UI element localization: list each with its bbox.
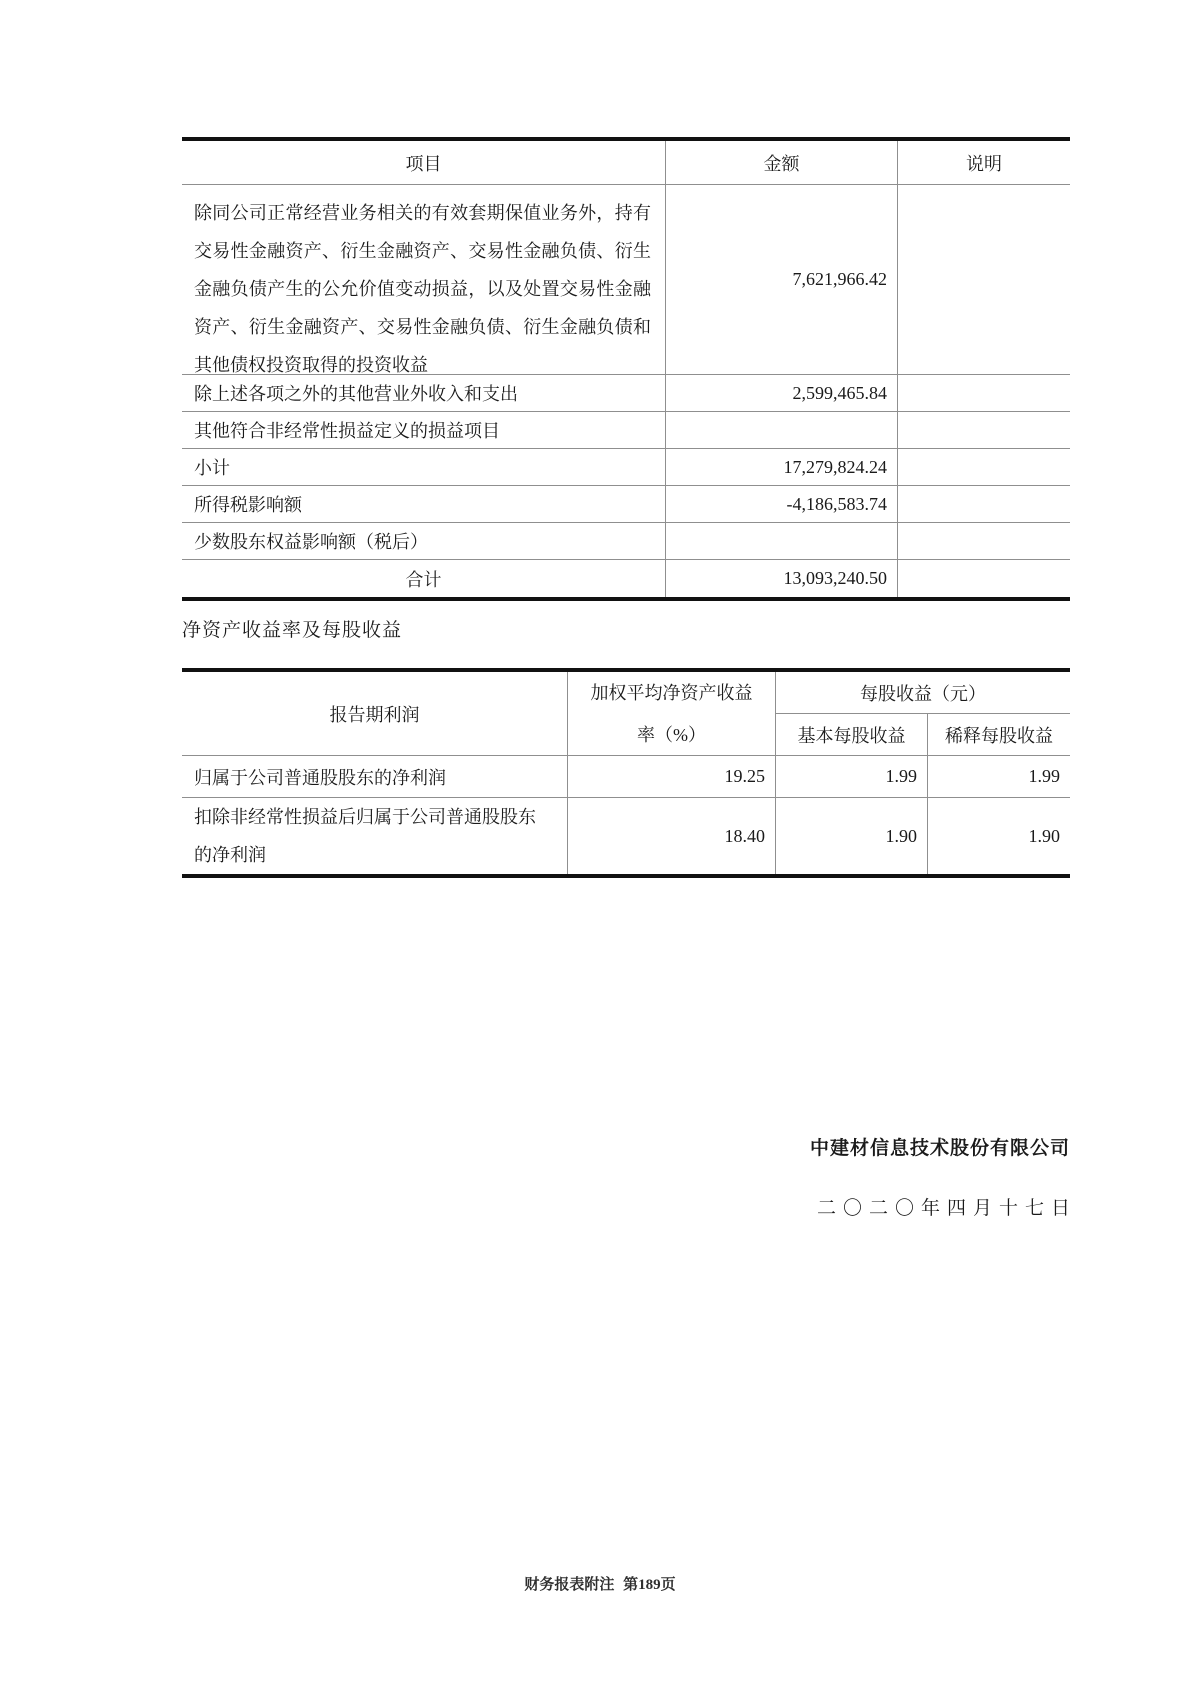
basic-eps-cell: 1.90 [775, 798, 927, 874]
note-cell [897, 185, 1070, 375]
basic-eps-cell: 1.99 [775, 756, 927, 798]
roe-value-cell: 18.40 [567, 798, 775, 874]
col-header-item: 项目 [182, 141, 665, 185]
col-header-report-profit: 报告期利润 [182, 672, 567, 756]
amount-cell: 17,279,824.24 [665, 449, 897, 486]
amount-cell: -4,186,583.74 [665, 486, 897, 523]
note-cell [897, 412, 1070, 449]
row-label-cell: 归属于公司普通股股东的净利润 [182, 756, 567, 798]
note-cell [897, 523, 1070, 560]
item-cell: 除上述各项之外的其他营业外收入和支出 [182, 375, 665, 412]
company-name: 中建材信息技术股份有限公司 [809, 1138, 1070, 1159]
col-header-diluted-eps: 稀释每股收益 [927, 714, 1070, 756]
col-header-weighted-roe [567, 672, 775, 756]
row-label-cell: 扣除非经常性损益后归属于公司普通股股东的净利润 [194, 807, 536, 865]
amount-cell [665, 523, 897, 560]
amount-cell: 7,621,966.42 [665, 185, 897, 375]
item-cell: 其他符合非经常性损益定义的损益项目 [182, 412, 665, 449]
note-cell [897, 560, 1070, 597]
roe-value-cell: 19.25 [567, 756, 775, 798]
amount-cell: 2,599,465.84 [665, 375, 897, 412]
page-footer: 财务报表附注 第189页 [524, 1577, 676, 1593]
item-cell: 小计 [182, 449, 665, 486]
note-cell [897, 375, 1070, 412]
col-header-weighted-roe-line1: 加权平均净资产收益 [590, 682, 753, 703]
amount-cell [665, 412, 897, 449]
item-cell: 所得税影响额 [182, 486, 665, 523]
note-cell [897, 449, 1070, 486]
non-recurring-items-table [182, 137, 1070, 601]
total-amount-cell: 13,093,240.50 [665, 560, 897, 597]
col-group-eps: 每股收益（元） [775, 672, 1070, 714]
item-cell: 除同公司正常经营业务相关的有效套期保值业务外，持有交易性金融资产、衍生金融资产、交易性金融负债、衍生金融负债产生的公允价值变动损益，以及处置交易性金融资产、衍生金融资产、交易性金融负债、衍生金融负债和其他债权投资取得的投资收益 [182, 185, 665, 375]
diluted-eps-cell: 1.99 [927, 756, 1070, 798]
item-cell: 少数股东权益影响额（税后） [182, 523, 665, 560]
col-header-weighted-roe-line2: 率（%） [637, 724, 706, 745]
total-label-cell: 合计 [405, 569, 442, 590]
col-header-note: 说明 [897, 141, 1070, 185]
col-header-basic-eps: 基本每股收益 [775, 714, 927, 756]
diluted-eps-cell: 1.90 [927, 798, 1070, 874]
note-cell [897, 486, 1070, 523]
roe-eps-table [182, 668, 1070, 878]
section-title: 净资产收益率及每股收益 [182, 620, 403, 641]
report-date: 二〇二〇年四月十七日 [816, 1198, 1077, 1219]
col-header-amount: 金额 [665, 141, 897, 185]
